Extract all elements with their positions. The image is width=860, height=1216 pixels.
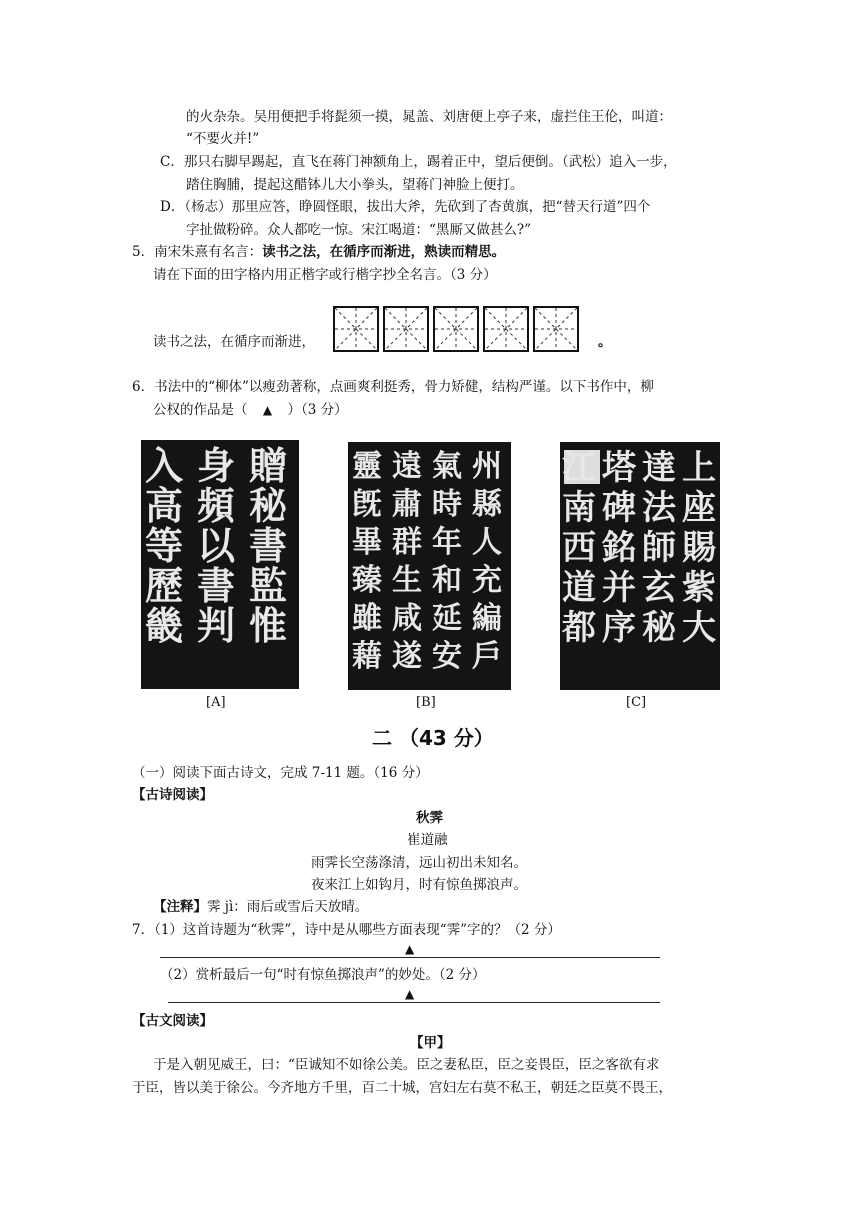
option-b-continued-2: “不要火并!” <box>186 131 260 147</box>
q5-quote: 读书之法，在循序而渐进，熟读而精思。 <box>262 244 506 260</box>
section-subheading: （一）阅读下面古诗文，完成 7-11 题。（16 分） <box>132 765 429 781</box>
poem-line-2: 夜来江上如钩月，时有惊鱼掷浪声。 <box>311 877 527 893</box>
answer-line[interactable] <box>168 1002 660 1003</box>
plate-a-column: 贈 秘 書 監 惟 <box>249 443 288 648</box>
plate-a-column: 入 高 等 歷 畿 <box>145 443 184 648</box>
option-d-line-2: 字扯做粉碎。众人都吃一惊。宋江喝道：“黑厮又做甚么?” <box>186 222 532 238</box>
poem-tag: 【古诗阅读】 <box>132 787 213 803</box>
q5-stem-prefix: 5．南宋朱熹有名言： <box>132 244 263 260</box>
poem-note <box>153 897 368 917</box>
answer-triangle-icon: ▲ <box>262 403 273 417</box>
tianzige-cell[interactable] <box>383 306 429 352</box>
prose-line-1: 于是入朝见威王，曰：“臣诚知不如徐公美。臣之妻私臣，臣之妾畏臣，臣之客欲有求 <box>153 1057 660 1073</box>
poem-line-1: 雨霁长空荡涤清，远山初出未知名。 <box>311 855 527 871</box>
plate-b-column: 氣 時 年 和 延 安 <box>432 449 462 674</box>
option-b-continued-1: 的火杂杂。吴用便把手将髭须一摸，晁盖、刘唐便上亭子来，虚拦住王伦，叫道： <box>186 109 672 125</box>
plate-c-column: 達 法 師 玄 秘 <box>642 448 676 648</box>
prose-line-2: 于臣，皆以美于徐公。今齐地方千里，百二十城，宫妇左右莫不私王，朝廷之臣莫不畏王， <box>132 1080 672 1096</box>
calligraphy-plate-b[interactable] <box>348 442 511 690</box>
plate-b-column: 遠 肅 群 生 咸 遂 <box>392 449 422 674</box>
q5-stem <box>132 242 505 262</box>
q6-stem-b: ）（3 分） <box>287 402 348 418</box>
plate-c-column: 江 南 西 道 都 <box>562 448 596 648</box>
q6-stem-line-2 <box>153 400 348 420</box>
q7-part-1: 7．（1）这首诗题为“秋霁”，诗中是从哪些方面表现“霁”字的？（2 分） <box>132 922 561 938</box>
note-text: 霁 jì：雨后或雪后天放晴。 <box>207 899 369 915</box>
answer-line[interactable] <box>160 957 660 958</box>
plate-b-label: [B] <box>416 695 436 710</box>
tianzige-cell[interactable] <box>433 306 479 352</box>
poem-author: 崔道融 <box>407 832 448 848</box>
section-heading: 二 （43 分） <box>372 726 494 750</box>
plate-b-column: 靈 旣 畢 臻 雖 藉 <box>352 449 382 674</box>
plate-b-column: 州 縣 人 充 編 戶 <box>472 449 502 674</box>
plate-c-column: 塔 碑 銘 并 序 <box>602 448 636 648</box>
prose-tag: 【古文阅读】 <box>132 1013 213 1029</box>
tianzige-grid <box>333 306 579 352</box>
q5-instruction: 请在下面的田字格内用正楷字或行楷字抄全名言。（3 分） <box>153 267 497 283</box>
plate-a-column: 身 頻 以 書 判 <box>197 443 236 648</box>
plate-c-label: [C] <box>626 695 647 710</box>
option-c-line-1: C．那只右脚早踢起，直飞在蒋门神额角上，踢着正中，望后便倒。（武松）追入一步， <box>160 154 677 170</box>
note-tag: 【注释】 <box>153 899 207 915</box>
tianzige-cell[interactable] <box>533 306 579 352</box>
tianzige-cell[interactable] <box>333 306 379 352</box>
passage-jia-label: 【甲】 <box>410 1035 451 1051</box>
option-d-line-1: D．（杨志）那里应答，睁圆怪眼，拔出大斧，先砍到了杏黄旗，把“替天行道”四个 <box>160 199 651 215</box>
q5-lead-text: 读书之法，在循序而渐进， <box>153 334 315 350</box>
answer-triangle-icon: ▲ <box>405 987 415 1001</box>
calligraphy-plate-c[interactable] <box>560 442 720 690</box>
option-c-line-2: 踏住胸脯，提起这醋钵儿大小拳头，望蒋门神脸上便打。 <box>186 177 524 193</box>
q6-stem-a: 公权的作品是（ <box>153 402 248 418</box>
q7-part-2: （2）赏析最后一句“时有惊鱼掷浪声”的妙处。（2 分） <box>160 967 486 983</box>
poem-title: 秋霁 <box>416 810 443 826</box>
answer-triangle-icon: ▲ <box>405 942 415 956</box>
q5-end-mark: 。 <box>598 334 612 350</box>
plate-c-column: 上 座 賜 紫 大 <box>682 448 716 648</box>
calligraphy-plate-a[interactable] <box>141 440 299 689</box>
tianzige-cell[interactable] <box>483 306 529 352</box>
q6-stem-line-1: 6．书法中的“柳体”以瘦劲著称，点画爽利挺秀，骨力矫健，结构严谨。以下书作中，柳 <box>132 379 654 395</box>
plate-a-label: [A] <box>206 695 226 710</box>
